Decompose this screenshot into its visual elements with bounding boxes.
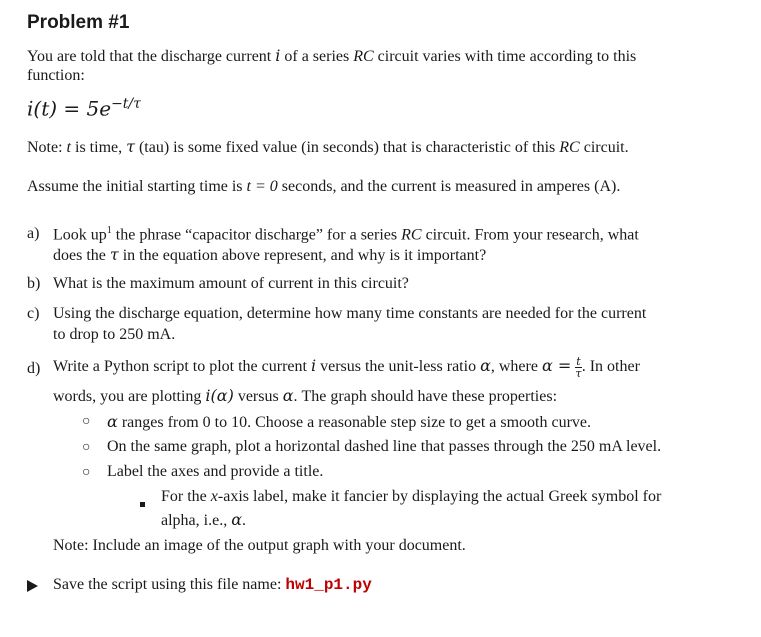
current-equation: $i(t) = 5e^{-t/\tau}$ <box>27 96 141 121</box>
bullet-3-text: Label the axes and provide a title. <box>107 463 324 480</box>
bullet-circle-icon: ○ <box>82 465 91 480</box>
item-d-line-1: Write a Python script to plot the current i versus the unit-less ratio α, where α = $\frac{t}{\tau}$ . In other <box>53 355 640 380</box>
bullet-square-icon <box>140 494 145 512</box>
intro-line-2: function: <box>27 67 85 84</box>
subbullet-line-1: For the x-axis label, make it fancier by displaying the actual Greek symbol for <box>161 488 662 505</box>
filename: hw1_p1.py <box>285 576 372 594</box>
play-arrow-icon <box>27 579 38 597</box>
item-a-line-1: Look $up^1$ the phrase “capacitor discharge” for a series RC circuit. From your research, what <box>53 225 639 244</box>
item-c-marker: c) <box>27 305 40 322</box>
item-d-note: Note: Include an image of the output graph with your document. <box>53 537 466 554</box>
item-a-marker: a) <box>27 225 40 242</box>
item-b-marker: b) <box>27 275 41 292</box>
bullet-circle-icon: ○ <box>82 414 91 429</box>
intro-line-1: You are told that the discharge current i of a series RC circuit varies with time according to this <box>27 46 637 65</box>
item-c-line-1: Using the discharge equation, determine how many time constants are needed for the current <box>53 305 647 322</box>
item-a-line-2: does the τ in the equation above represent, and why is it important? <box>53 245 487 264</box>
alpha-fraction: $\frac{t}{\tau}$ <box>575 355 582 380</box>
save-instruction: Save the script using this file name: hw1_p1.py <box>53 576 372 594</box>
item-d-marker: d) <box>27 360 41 377</box>
item-d-line-2: words, you are plotting i(α) versus α. The graph should have these properties: <box>53 386 558 405</box>
bullet-circle-icon: ○ <box>82 440 91 455</box>
note-line: Note: t is time, τ (tau) is some fixed value (in seconds) that is characteristic of this RC circuit. <box>27 137 629 156</box>
assume-line: Assume the initial starting time is t = 0 seconds, and the current is measured in amperes (A). <box>27 178 621 195</box>
problem-title: Problem #1 <box>27 12 130 33</box>
subbullet-line-2: alpha, i.e., α. <box>161 510 247 529</box>
bullet-1-text: α ranges from 0 to 10. Choose a reasonable step size to get a smooth curve. <box>107 412 592 431</box>
item-b-text: What is the maximum amount of current in this circuit? <box>53 275 409 292</box>
item-c-line-2: to drop to 250 mA. <box>53 326 176 343</box>
bullet-2-text: On the same graph, plot a horizontal dashed line that passes through the 250 mA level. <box>107 438 662 455</box>
